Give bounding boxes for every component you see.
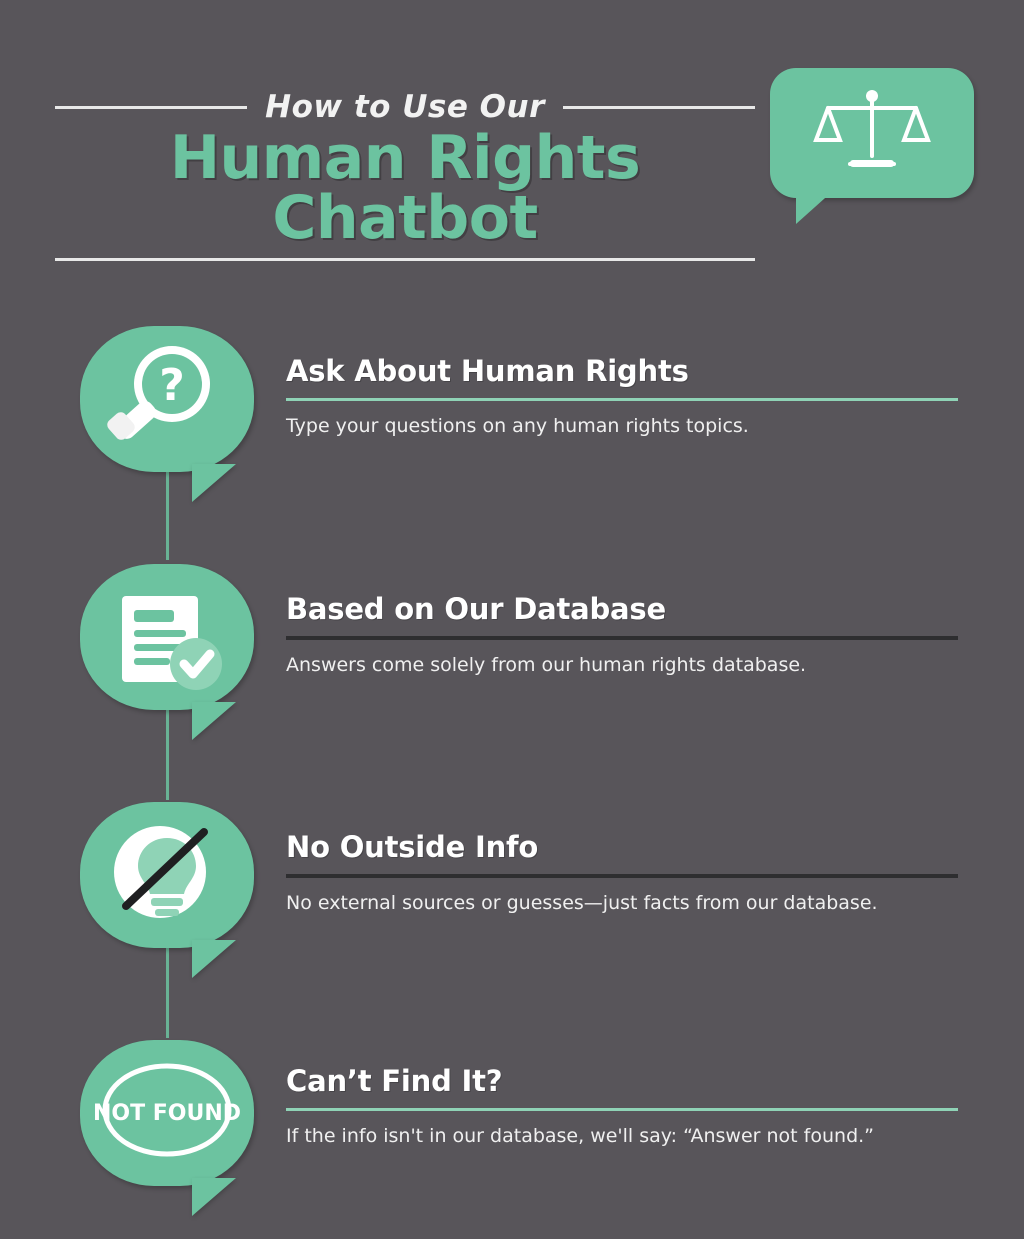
page-title: Human Rights Chatbot: [169, 123, 641, 253]
step-4: [0, 1040, 1024, 1220]
step-2-title: Based on Our Database: [286, 592, 666, 626]
lightbulb-crossed-out-icon: [80, 802, 254, 948]
step-4-divider: [286, 1108, 958, 1111]
step-2-icon: [80, 564, 258, 716]
header-kicker: How to Use Our: [265, 89, 545, 125]
not-found-label: NOT FOUND: [92, 1101, 242, 1126]
step-3-divider: [286, 874, 958, 878]
step-2: [0, 564, 1024, 744]
step-4-title: Can’t Find It?: [286, 1064, 503, 1098]
magnifier-question-icon: [80, 326, 254, 472]
step-1-title: Ask About Human Rights: [286, 354, 689, 388]
step-1-body: [286, 354, 958, 439]
step-3-description: No external sources or guesses—just facts from our database.: [286, 892, 878, 914]
step-1-divider: [286, 398, 958, 401]
header-underline: [55, 258, 755, 261]
step-4-description: If the info isn't in our database, we'll say: “Answer not found.”: [286, 1125, 875, 1147]
not-found-badge-icon: [80, 1040, 254, 1186]
step-2-description: Answers come solely from our human rights database.: [286, 654, 807, 676]
header-rule-left: [55, 106, 247, 109]
header-badge: [770, 68, 974, 198]
step-1: [0, 326, 1024, 506]
step-2-body: [286, 592, 958, 678]
step-2-divider: [286, 636, 958, 640]
header: [0, 40, 1024, 253]
header-rule-right: [563, 106, 755, 109]
step-1-icon: [80, 326, 258, 478]
step-1-description: Type your questions on any human rights topics.: [286, 415, 749, 437]
step-4-body: [286, 1064, 958, 1149]
speech-bubble-tail: [796, 190, 834, 224]
step-4-icon: [80, 1040, 258, 1192]
step-3-icon: [80, 802, 258, 954]
header-kicker-row: [55, 90, 755, 124]
svg-text:?: ?: [159, 360, 185, 411]
step-3-body: [286, 830, 958, 916]
step-3-title: No Outside Info: [286, 830, 539, 864]
step-3: [0, 802, 1024, 982]
document-check-icon: [80, 564, 254, 710]
scales-of-justice-icon: [812, 86, 932, 178]
